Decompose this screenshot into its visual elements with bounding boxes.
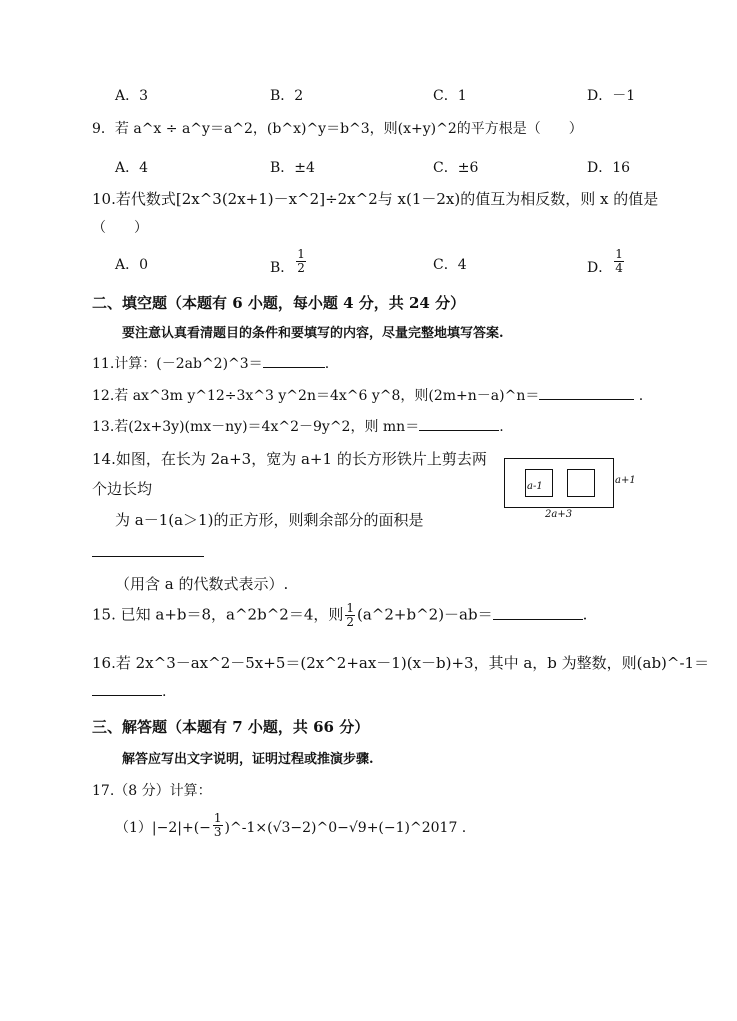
q10-d-num: 1 xyxy=(615,247,623,261)
q10-stem: 10.若代数式[2x^3(2x+1)－x^2]÷2x^2与 x(1－2x)的值互为相反数，则 x 的值是 xyxy=(92,190,659,208)
q9-option-c: C．±6 xyxy=(433,160,479,176)
q15-num: 1 xyxy=(346,601,355,615)
q10-option-b xyxy=(270,248,308,275)
section-2-title: 二、填空题（本题有 6 小题，每小题 4 分，共 24 分） xyxy=(92,294,466,312)
q13-text: 13.若(2x+3y)(mx－ny)＝4x^2－9y^2，则 mn＝ xyxy=(92,419,420,435)
q14-blank xyxy=(92,542,204,557)
q17-p1-pre: （1）|−2|+(− xyxy=(115,819,211,836)
section-2-note: 要注意认真看清题目的条件和要填写的内容，尽量完整地填写答案. xyxy=(122,326,504,341)
q10-b-label: B． xyxy=(270,259,295,276)
q16-text: 16.若 2x^3－ax^2－5x+5＝(2x^2+ax－1)(x－b)+3，其中 a，b 为整数，则(ab)^-1＝ xyxy=(92,654,710,672)
q12: 12.若 ax^3m y^12÷3x^3 y^2n＝4x^6 y^8，则(2m+n－a)^n＝ . xyxy=(92,388,644,404)
q14-figure-square-2 xyxy=(567,469,595,497)
q17-p1-den: 3 xyxy=(213,825,222,839)
q12-text: 12.若 ax^3m y^12÷3x^3 y^2n＝4x^6 y^8，则(2m+n－a)^n＝ xyxy=(92,388,540,404)
q15-post: (a^2+b^2)－ab＝ xyxy=(357,605,493,624)
q9-option-d: D．16 xyxy=(587,160,631,176)
q16-blank: . xyxy=(92,684,166,700)
q8-option-d: D．－1 xyxy=(587,88,636,104)
q15: 15. 已知 a+b＝8，a^2b^2＝4，则 $\frac{1}{2}$ (a^2+b^2)－ab＝ . xyxy=(92,601,588,629)
section-3-note: 解答应写出文字说明，证明过程或推演步骤. xyxy=(122,752,374,767)
q14-figure-square-1 xyxy=(525,469,553,497)
q9-stem: 9．若 a^x ÷ a^y＝a^2，(b^x)^y＝b^3，则(x+y)^2的平方根是（ ） xyxy=(92,121,583,137)
q17-stem: 17.（8 分）计算： xyxy=(92,783,212,799)
q17-p1-num: 1 xyxy=(213,811,222,825)
q14-figure-right-label: a+1 xyxy=(615,475,636,486)
q10-b-den: 2 xyxy=(297,261,305,275)
q11-text: 11.计算：(－2ab^2)^3＝ xyxy=(92,356,263,372)
q10-d-den: 4 xyxy=(615,261,623,275)
q14-figure-inner-label: a-1 xyxy=(527,481,543,492)
q13: 13.若(2x+3y)(mx－ny)＝4x^2－9y^2，则 mn＝ . xyxy=(92,419,504,435)
q9-option-b: B．±4 xyxy=(270,160,315,176)
q14-figure-rect xyxy=(504,458,636,520)
q14-line1: 14.如图，在长为 2a+3，宽为 a+1 的长方形铁片上剪去两 xyxy=(92,450,487,468)
q14-line2: 个边长均 xyxy=(92,480,153,498)
q14-line3: 为 a－1(a＞1)的正方形，则剩余部分的面积是 xyxy=(115,511,424,529)
q15-den: 2 xyxy=(346,615,355,629)
q14-line4: （用含 a 的代数式表示）. xyxy=(115,575,289,593)
q10-option-a: A．0 xyxy=(115,257,149,273)
q8-option-a: A．3 xyxy=(115,88,149,104)
q17-p1-post: )^-1×(√3−2)^0−√9+(−1)^2017 . xyxy=(224,819,467,836)
q10-d-label: D． xyxy=(587,259,613,276)
q14-figure-bottom-label: 2a+3 xyxy=(545,509,573,520)
q8-option-b: B．2 xyxy=(270,88,304,104)
q15-pre: 15. 已知 a+b＝8，a^2b^2＝4，则 xyxy=(92,605,344,624)
q8-option-c: C．1 xyxy=(433,88,467,104)
q11: 11.计算：(－2ab^2)^3＝ . xyxy=(92,356,330,372)
section-3-title: 三、解答题（本题有 7 小题，共 66 分） xyxy=(92,718,370,736)
q17-part1 xyxy=(115,812,466,839)
q10-paren: （ ） xyxy=(92,220,148,236)
q10-option-d xyxy=(587,248,626,275)
q10-option-c: C．4 xyxy=(433,257,467,273)
q9-option-a: A．4 xyxy=(115,160,149,176)
q10-b-num: 1 xyxy=(297,247,305,261)
